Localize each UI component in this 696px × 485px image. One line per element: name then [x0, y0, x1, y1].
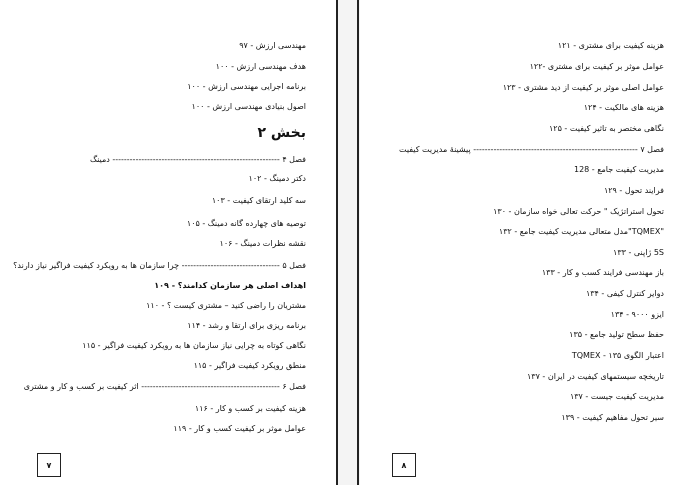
- section-heading: بخش ۲: [257, 125, 306, 141]
- toc-entry: فرایند تحول - ۱۲۹: [603, 186, 664, 195]
- toc-entry: ایزو ۹۰۰۰ - ۱۳۴: [610, 310, 664, 319]
- toc-entry: عوامل موثر بر کیفیت کسب و کار - ۱۱۹: [173, 424, 306, 433]
- chapter-entry: فصل ۶ ------------------------------------------------ اثر کیفیت بر کسب و کار و مشتری: [23, 382, 306, 391]
- toc-entry: اعتبار الگوی TQMEX - ۱۳۵: [571, 351, 664, 360]
- toc-entry: نقشه نظرات دمینگ - ۱۰۶: [219, 239, 306, 248]
- chapter-entry: فصل ۵ ---------------------------------- چرا سازمان ها به رویکرد کیفیت فراگیر نیاز دارند؟: [13, 261, 306, 270]
- page-edge-left: [336, 0, 338, 485]
- toc-entry: هزینه کیفیت بر کسب و کار - ۱۱۶: [194, 404, 306, 413]
- right-page: [360, 0, 696, 485]
- toc-entry: مدیریت کیفیت جامع - 128: [573, 165, 664, 174]
- toc-entry: "TQMEX"مدل متعالی مدیریت کیفیت جامع - ۱۳۲: [498, 227, 664, 236]
- chapter-entry: فصل ۷ --------------------------------------------------------- پیشینهٔ مدیریت کیفیت: [398, 145, 664, 154]
- toc-entry: برنامه اجرایی مهندسی ارزش - ۱۰۰: [187, 82, 306, 91]
- page-edge-right: [357, 0, 359, 485]
- left-page: [0, 0, 336, 485]
- toc-entry: هزینه های مالکیت - ۱۲۴: [583, 103, 664, 112]
- toc-entry: باز مهندسی فرایند کسب و کار - ۱۳۳: [541, 268, 664, 277]
- toc-entry: نگاهی مختصر به تاثیر کیفیت - ۱۲۵: [549, 124, 664, 133]
- toc-entry: هدف مهندسی ارزش - ۱۰۰: [215, 62, 306, 71]
- toc-entry: حفظ سطح تولید جامع - ۱۳۵: [569, 330, 664, 339]
- toc-entry: مهندسی ارزش - ۹۷: [239, 41, 306, 50]
- toc-entry: مدیریت کیفیت جیست - ۱۳۷: [569, 392, 664, 401]
- toc-entry: مشتریان را راضی کنید – مشتری کیست ؟ - ۱۱۰: [146, 301, 306, 310]
- toc-entry: سیر تحول مفاهیم کیفیت - ۱۳۹: [561, 413, 664, 422]
- toc-entry: اصول بنیادی مهندسی ارزش - ۱۰۰: [191, 102, 306, 111]
- toc-entry: منطق رویکرد کیفیت فراگیر - ۱۱۵: [193, 361, 306, 370]
- toc-entry: توصیه های چهارده گانه دمینگ - ۱۰۵: [186, 219, 306, 228]
- chapter-entry: فصل ۴ ---------------------------------------------------------- دمینگ: [89, 155, 306, 164]
- toc-entry: دکتر دمینگ - ۱۰۲: [248, 174, 306, 183]
- toc-entry: سه کلید ارتقای کیفیت - ۱۰۳: [211, 196, 306, 205]
- toc-entry: 5S ژاپنی - ۱۳۳: [613, 248, 664, 257]
- page-number: ۸: [392, 453, 416, 477]
- toc-entry: هزینه کیفیت برای مشتری - ۱۲۱: [557, 41, 664, 50]
- toc-entry: دوایر کنترل کیفی - ۱۳۴: [585, 289, 664, 298]
- toc-entry: تحول استراتژیک " حرکت تعالی خواه سازمان - ۱۳۰: [493, 207, 664, 216]
- toc-entry: اهداف اصلی هر سازمان کدامند؟ - ۱۰۹: [154, 281, 306, 290]
- toc-entry: نگاهی کوتاه به چرایی نیاز سازمان ها به رویکرد کیفیت فراگیر - ۱۱۵: [82, 341, 306, 350]
- toc-entry: عوامل موثر بر کیفیت برای مشتری -۱۲۲: [529, 62, 664, 71]
- toc-entry: عوامل اصلی موثر بر کیفیت از دید مشتری - ۱۲۳: [502, 83, 664, 92]
- page-number: ۷: [37, 453, 61, 477]
- toc-entry: تاریخچه سیستمهای کیفیت در ایران - ۱۳۷: [526, 372, 664, 381]
- toc-entry: برنامه ریزی برای ارتقا و رشد - ۱۱۴: [187, 321, 306, 330]
